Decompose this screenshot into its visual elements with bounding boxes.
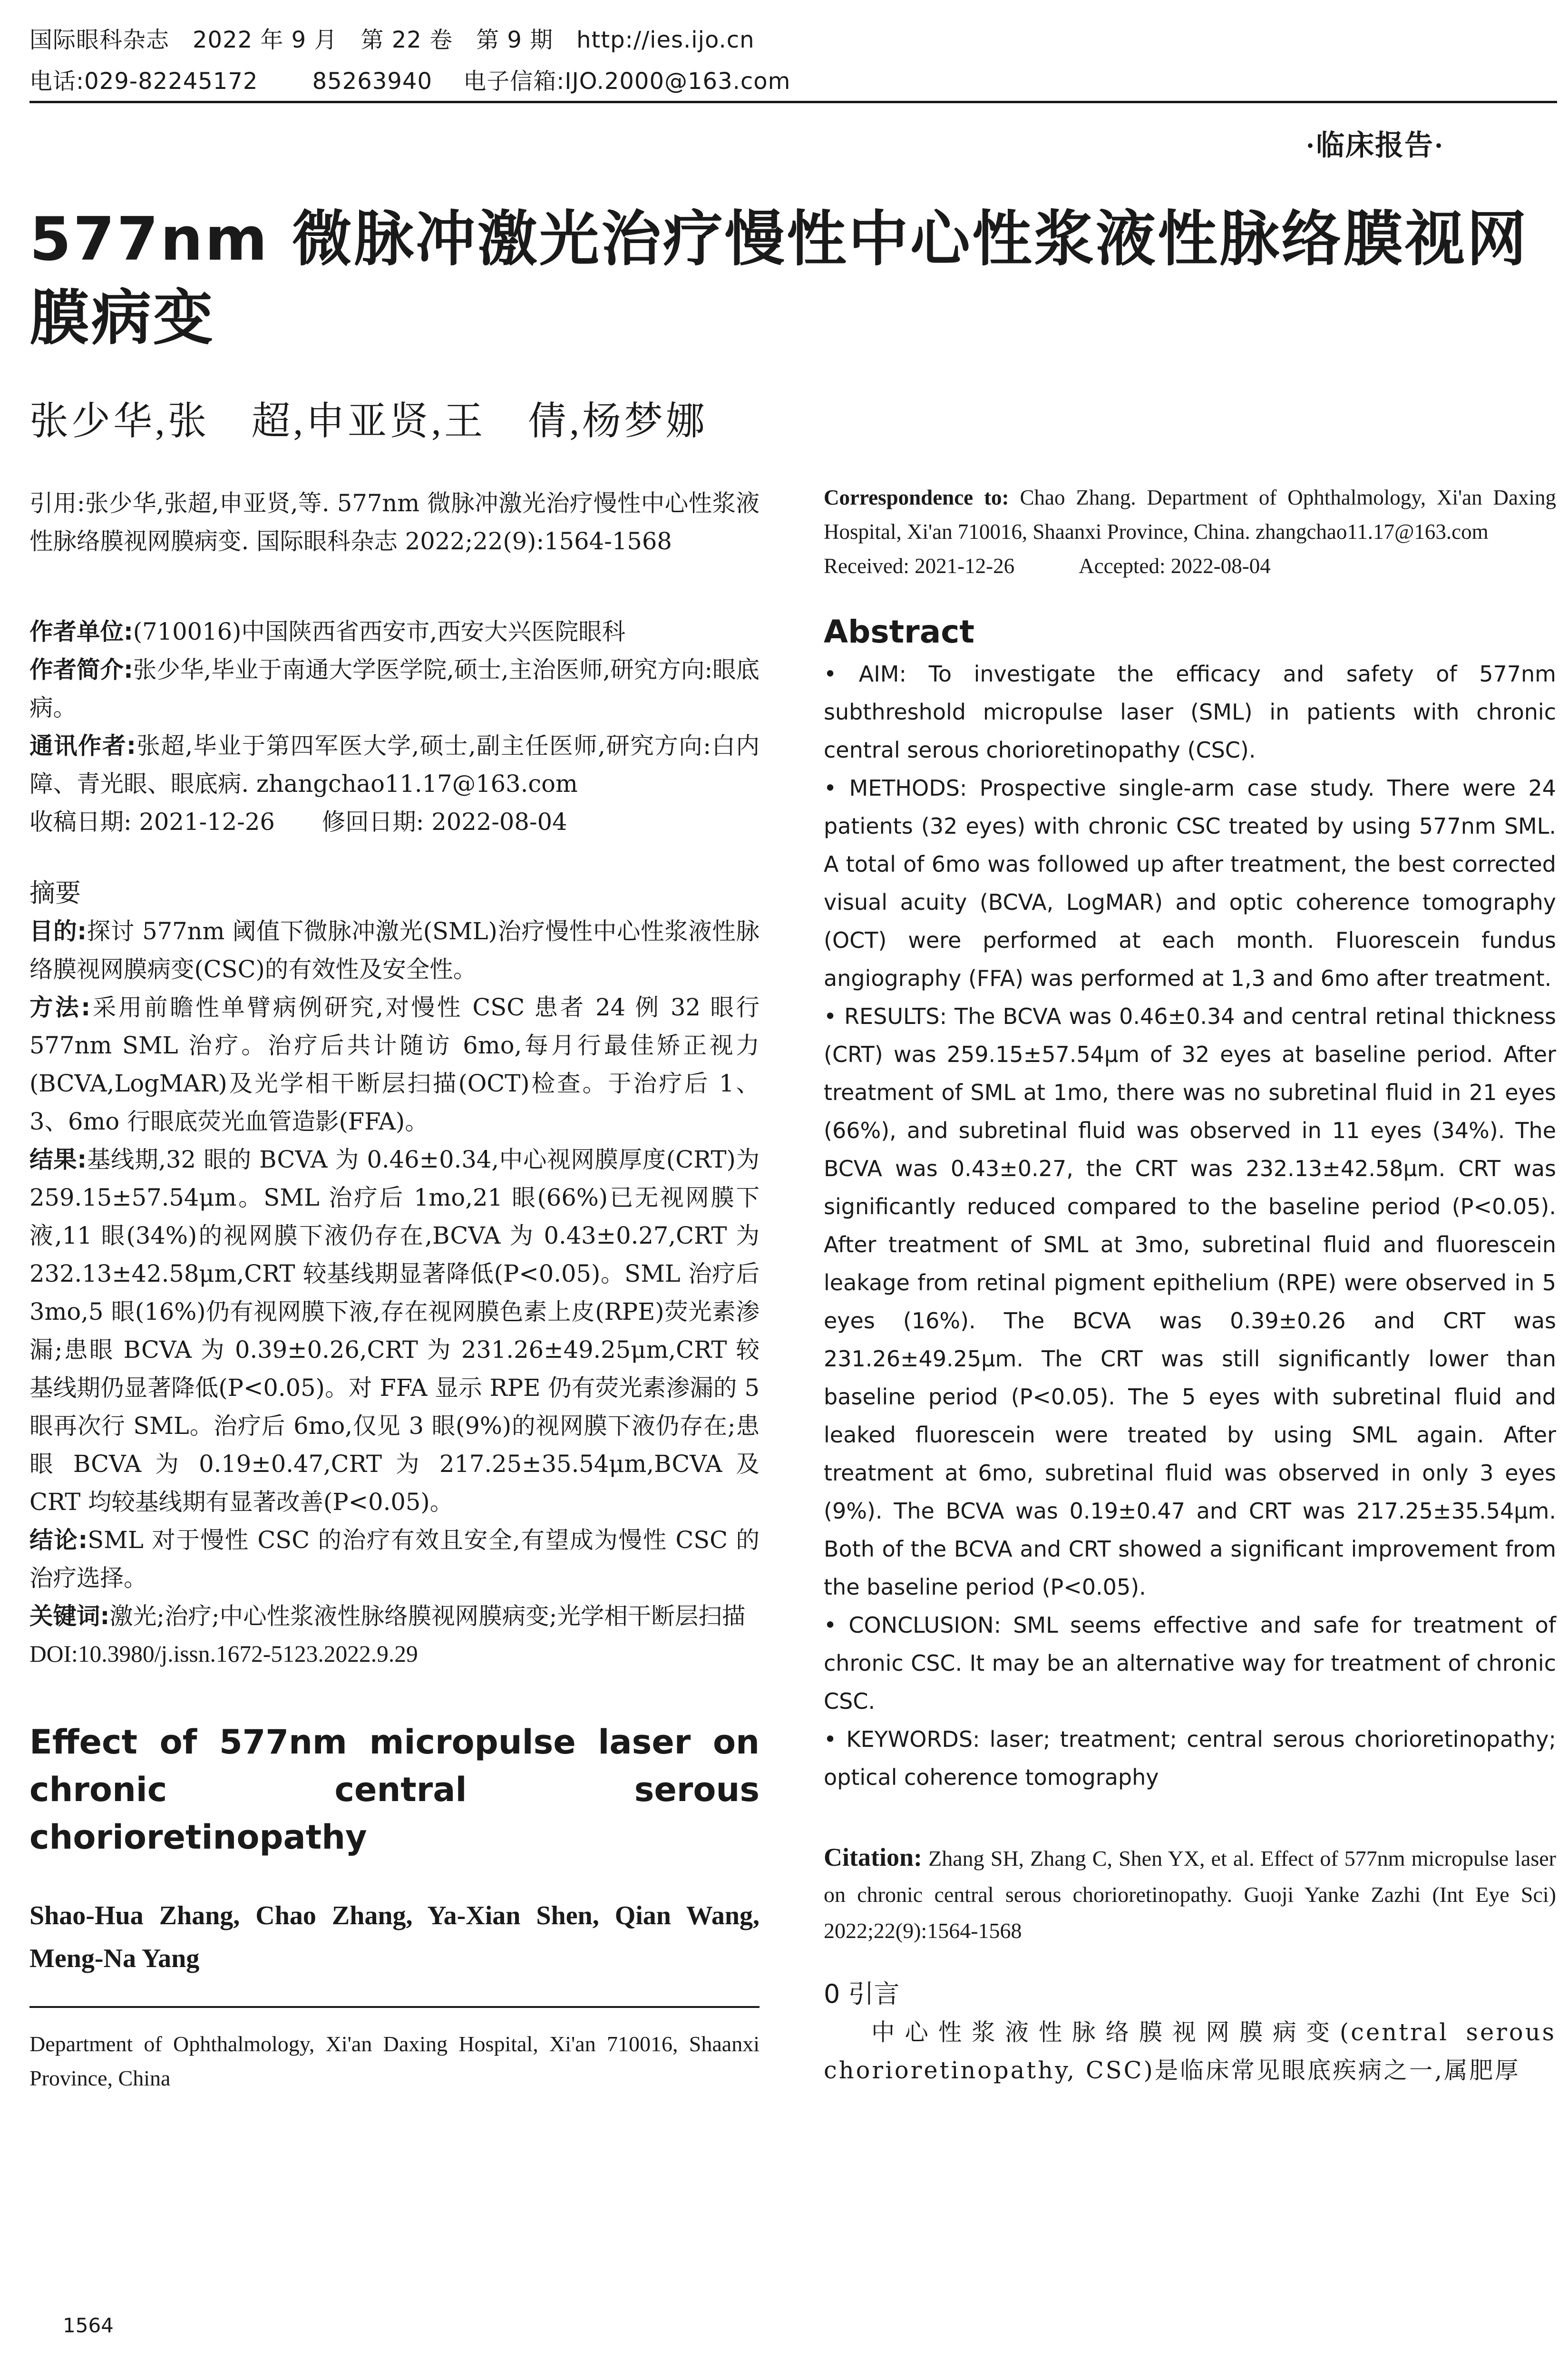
conclusion-cn bbox=[29, 1521, 760, 1597]
abstract-heading-cn: 摘要 bbox=[29, 878, 81, 908]
aim-cn-label: 目的: bbox=[29, 917, 87, 945]
correspondence-en-label: Correspondence to: bbox=[824, 486, 1009, 509]
correspondence-en bbox=[824, 480, 1556, 549]
journal-header-line2: 电话:029-82245172 85263940 电子信箱:IJO.2000@163.com bbox=[29, 68, 791, 95]
conclusion-cn-text: SML 对于慢性 CSC 的治疗有效且安全,有望成为慢性 CSC 的治疗选择。 bbox=[29, 1526, 760, 1592]
corresponding-author-label: 通讯作者: bbox=[29, 732, 136, 760]
received-accepted: Received: 2021-12-26 Accepted: 2022-08-04 bbox=[824, 554, 1271, 578]
journal-header-line1: 国际眼科杂志 2022 年 9 月 第 22 卷 第 9 期 http://ies.ijo.cn bbox=[29, 27, 755, 53]
citation-cn-text: 引用:张少华,张超,申亚贤,等. 577nm 微脉冲激光治疗慢性中心性浆液性脉络膜视网膜病变. 国际眼科杂志 2022;22(9):1564-1568 bbox=[29, 489, 760, 555]
english-affiliation: Department of Ophthalmology, Xi'an Daxing Hospital, Xi'an 710016, Shaanxi Province, China bbox=[29, 2032, 760, 2090]
affiliation-text: (710016)中国陕西省西安市,西安大兴医院眼科 bbox=[133, 618, 626, 645]
methods-en: • METHODS: Prospective single-arm case study. There were 24 patients (32 eyes) with chronic CSC treated by using 577nm SML. A total of 6mo was followed up after treatment, the best corrected visual acuity (BCVA, LogMAR) and optic coherence tomography (OCT) were performed at each month. Fluorescein fundus angiography (FFA) was performed at 1,3 and 6mo after treatment. bbox=[824, 775, 1556, 991]
aim-cn-text: 探讨 577nm 阈值下微脉冲激光(SML)治疗慢性中心性浆液性脉络膜视网膜病变(CSC)的有效性及安全性。 bbox=[29, 917, 760, 983]
intro-text: 中心性浆液性脉络膜视网膜病变(central serous chorioretinopathy, CSC)是临床常见眼底疾病之一,属肥厚 bbox=[824, 2018, 1556, 2084]
results-cn-label: 结果: bbox=[29, 1146, 87, 1173]
author-bio bbox=[29, 651, 760, 727]
keywords-cn-label: 关键词: bbox=[29, 1602, 110, 1630]
left-footnote-rule bbox=[29, 2006, 760, 2008]
methods-cn-label: 方法: bbox=[29, 994, 91, 1021]
correspondence-en-text: Chao Zhang. Department of Ophthalmology, Xi'an Daxing Hospital, Xi'an 710016, Shaanxi Province, China. zhangchao11.17@163.com bbox=[824, 486, 1556, 544]
author-bio-label: 作者简介: bbox=[29, 656, 133, 683]
authors-cn: 张少华,张 超,申亚贤,王 倩,杨梦娜 bbox=[29, 399, 708, 443]
results-en: • RESULTS: The BCVA was 0.46±0.34 and central retinal thickness (CRT) was 259.15±57.54μm of 32 eyes at baseline period. After treatment of SML at 1mo, there was no subretinal fluid in 21 eyes (66%), and subretinal fluid was observed in 11 eyes (34%). The BCVA was 0.43±0.27, the CRT was 232.13±42.58μm. CRT was significantly reduced compared to the baseline period (P<0.05). After treatment of SML at 3mo, subretinal fluid and fluorescein leakage from retinal pigment epithelium (RPE) were observed in 5 eyes (16%). The BCVA was 0.39±0.26 and CRT was 231.26±49.25μm. The CRT was still significantly lower than baseline period (P<0.05). The 5 eyes with subretinal fluid and leaked fluorescein were treated by using SML again. After treatment at 6mo, subretinal fluid was observed in only 3 eyes (9%). The BCVA was 0.19±0.47 and CRT was 217.25±35.54μm. Both of the BCVA and CRT showed a significant improvement from the baseline period (P<0.05). bbox=[824, 1003, 1556, 1600]
english-authors: Shao-Hua Zhang, Chao Zhang, Ya-Xian Shen, Qian Wang, Meng-Na Yang bbox=[29, 1901, 760, 1973]
citation-en-label: Citation: bbox=[824, 1843, 922, 1871]
article-title: 577nm 微脉冲激光治疗慢性中心性浆液性脉络膜视网膜病变 bbox=[29, 204, 1529, 353]
author-bio-text: 张少华,毕业于南通大学医学院,硕士,主治医师,研究方向:眼底病。 bbox=[29, 656, 760, 721]
dates-cn: 收稿日期: 2021-12-26 修回日期: 2022-08-04 bbox=[29, 808, 567, 836]
page-number: 1564 bbox=[63, 2314, 114, 2337]
conclusion-cn-label: 结论: bbox=[29, 1526, 88, 1554]
affiliation-cn bbox=[29, 613, 760, 651]
english-title: Effect of 577nm micropulse laser on chronic central serous chorioretinopathy bbox=[29, 1723, 760, 1857]
citation-cn bbox=[29, 484, 760, 560]
results-cn bbox=[29, 1140, 760, 1521]
corresponding-author bbox=[29, 727, 760, 803]
keywords-en: • KEYWORDS: laser; treatment; central serous chorioretinopathy; optical coherence tomography bbox=[824, 1726, 1556, 1790]
doi: DOI:10.3980/j.issn.1672-5123.2022.9.29 bbox=[29, 1641, 418, 1667]
results-cn-text: 基线期,32 眼的 BCVA 为 0.46±0.34,中心视网膜厚度(CRT)为 259.15±57.54μm。SML 治疗后 1mo,21 眼(66%)已无视网膜下液,11 眼(34%)的视网膜下液仍存在,BCVA 为 0.43±0.27,CRT 为 232.13±42.58μm,CRT 较基线期显著降低(P<0.05)。SML 治疗后 3mo,5 眼(16%)仍有视网膜下液,存在视网膜色素上皮(RPE)荧光素渗漏;患眼 BCVA 为 0.39±0.26,CRT 为 231.26±49.25μm,CRT 较基线期仍显著降低(P<0.05)。对 FFA 显示 RPE 仍有荧光素渗漏的 5 眼再次行 SML。治疗后 6mo,仅见 3 眼(9%)的视网膜下液仍存在;患眼 BCVA 为 0.19±0.47,CRT 为 217.25±35.54μm,BCVA 及 CRT 均较基线期有显著改善(P<0.05)。 bbox=[29, 1146, 760, 1516]
affiliation-label: 作者单位: bbox=[29, 618, 133, 645]
header-rule bbox=[29, 101, 1557, 103]
citation-en bbox=[824, 1839, 1556, 1949]
abstract-heading-en: Abstract bbox=[824, 614, 974, 650]
methods-cn bbox=[29, 988, 760, 1140]
right-column bbox=[824, 480, 1556, 2089]
methods-cn-text: 采用前瞻性单臂病例研究,对慢性 CSC 患者 24 例 32 眼行 577nm SML 治疗。治疗后共计随访 6mo,每月行最佳矫正视力(BCVA,LogMAR)及光学相干断层扫描(OCT)检查。于治疗后 1、3、6mo 行眼底荧光血管造影(FFA)。 bbox=[29, 994, 760, 1135]
left-column bbox=[29, 484, 760, 2095]
section-tag: ·临床报告· bbox=[1305, 130, 1445, 161]
conclusion-en: • CONCLUSION: SML seems effective and safe for treatment of chronic CSC. It may be an alternative way for treatment of chronic CSC. bbox=[824, 1612, 1556, 1714]
intro-heading: 0 引言 bbox=[824, 1979, 900, 2009]
aim-en: • AIM: To investigate the efficacy and safety of 577nm subthreshold micropulse laser (SML) in patients with chronic central serous chorioretinopathy (CSC). bbox=[824, 661, 1556, 763]
keywords-cn-text: 激光;治疗;中心性浆液性脉络膜视网膜病变;光学相干断层扫描 bbox=[109, 1602, 746, 1630]
citation-en-text: Zhang SH, Zhang C, Shen YX, et al. Effect of 577nm micropulse laser on chronic central serous chorioretinopathy. Guoji Yanke Zazhi (Int Eye Sci) 2022;22(9):1564-1568 bbox=[824, 1846, 1556, 1943]
corresponding-author-text: 张超,毕业于第四军医大学,硕士,副主任医师,研究方向:白内障、青光眼、眼底病. zhangchao11.17@163.com bbox=[29, 732, 760, 798]
aim-cn bbox=[29, 912, 760, 988]
keywords-cn bbox=[29, 1597, 760, 1635]
